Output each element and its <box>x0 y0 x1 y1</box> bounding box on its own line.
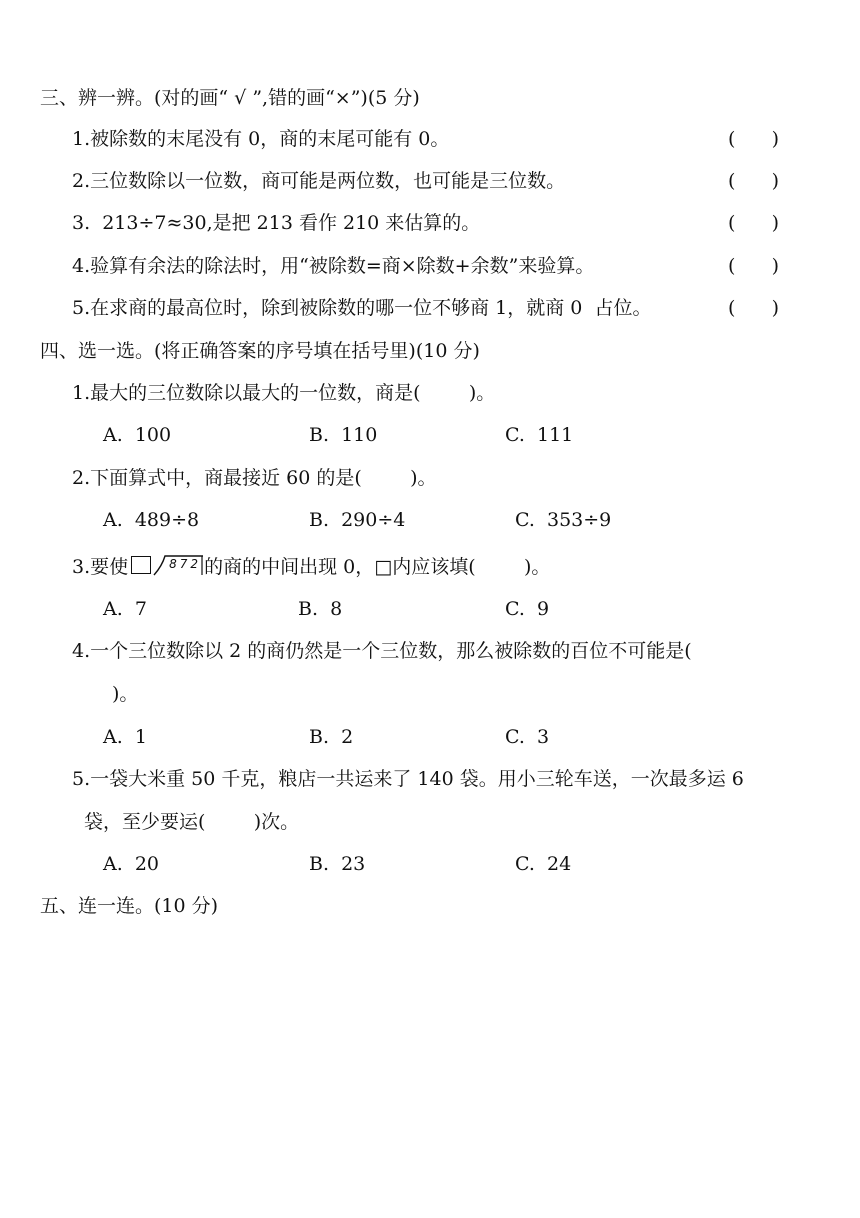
judge-item-3: 3. 213÷7≈30,是把 213 看作 210 来估算的。 <box>72 212 481 234</box>
q2-option-b[interactable]: B. 290÷4 <box>309 509 406 531</box>
choice-question-4: 4.一个三位数除以 2 的商仍然是一个三位数，那么被除数的百位不可能是( <box>72 640 692 662</box>
choice-question-5-cont: 袋，至少要运( )次。 <box>84 811 300 833</box>
q3-prefix: 3.要使 <box>72 556 129 578</box>
q3-option-c[interactable]: C. 9 <box>505 598 550 620</box>
judge-item-4: 4.验算有余法的除法时，用“被除数=商×除数+余数”来验算。 <box>72 255 595 277</box>
q1-option-b[interactable]: B. 110 <box>309 424 378 446</box>
q5-option-a[interactable]: A. 20 <box>103 853 160 875</box>
choice-question-5: 5.一袋大米重 50 千克，粮店一共运来了 140 袋。用小三轮车送，一次最多运 6 <box>72 768 744 790</box>
q4-option-b[interactable]: B. 2 <box>309 726 354 748</box>
q3-suffix: 的商的中间出现 0，□内应该填( )。 <box>204 556 551 578</box>
judge-item-1: 1.被除数的末尾没有 0，商的末尾可能有 0。 <box>72 128 450 150</box>
judge-answer-1[interactable]: ( ) <box>728 128 780 150</box>
q3-option-a[interactable]: A. 7 <box>103 598 147 620</box>
q1-option-c[interactable]: C. 111 <box>505 424 574 446</box>
section3-title: 三、辨一辨。(对的画“ √ ”,错的画“×”)(5 分) <box>40 87 420 109</box>
long-division-figure <box>129 554 203 576</box>
judge-item-5: 5.在求商的最高位时，除到被除数的哪一位不够商 1，就商 0 占位。 <box>72 297 652 319</box>
q1-option-a[interactable]: A. 100 <box>103 424 172 446</box>
choice-question-2: 2.下面算式中，商最接近 60 的是( )。 <box>72 467 437 489</box>
q2-option-a[interactable]: A. 489÷8 <box>103 509 200 531</box>
dividend-digits: 872 <box>169 557 202 571</box>
q5-option-b[interactable]: B. 23 <box>309 853 366 875</box>
q3-option-b[interactable]: B. 8 <box>298 598 343 620</box>
section4-title: 四、选一选。(将正确答案的序号填在括号里)(10 分) <box>40 340 480 362</box>
section5-title: 五、连一连。(10 分) <box>40 895 219 917</box>
judge-answer-2[interactable]: ( ) <box>728 170 780 192</box>
judge-item-2: 2.三位数除以一位数，商可能是两位数，也可能是三位数。 <box>72 170 566 192</box>
judge-answer-3[interactable]: ( ) <box>728 212 780 234</box>
q4-option-a[interactable]: A. 1 <box>103 726 147 748</box>
choice-question-1: 1.最大的三位数除以最大的一位数，商是( )。 <box>72 382 496 404</box>
blank-box <box>131 556 151 574</box>
choice-question-4-cont: )。 <box>112 683 139 705</box>
choice-question-3 <box>72 554 550 579</box>
q4-option-c[interactable]: C. 3 <box>505 726 550 748</box>
judge-answer-5[interactable]: ( ) <box>728 297 780 319</box>
q2-option-c[interactable]: C. 353÷9 <box>515 509 612 531</box>
q5-option-c[interactable]: C. 24 <box>515 853 572 875</box>
judge-answer-4[interactable]: ( ) <box>728 255 780 277</box>
